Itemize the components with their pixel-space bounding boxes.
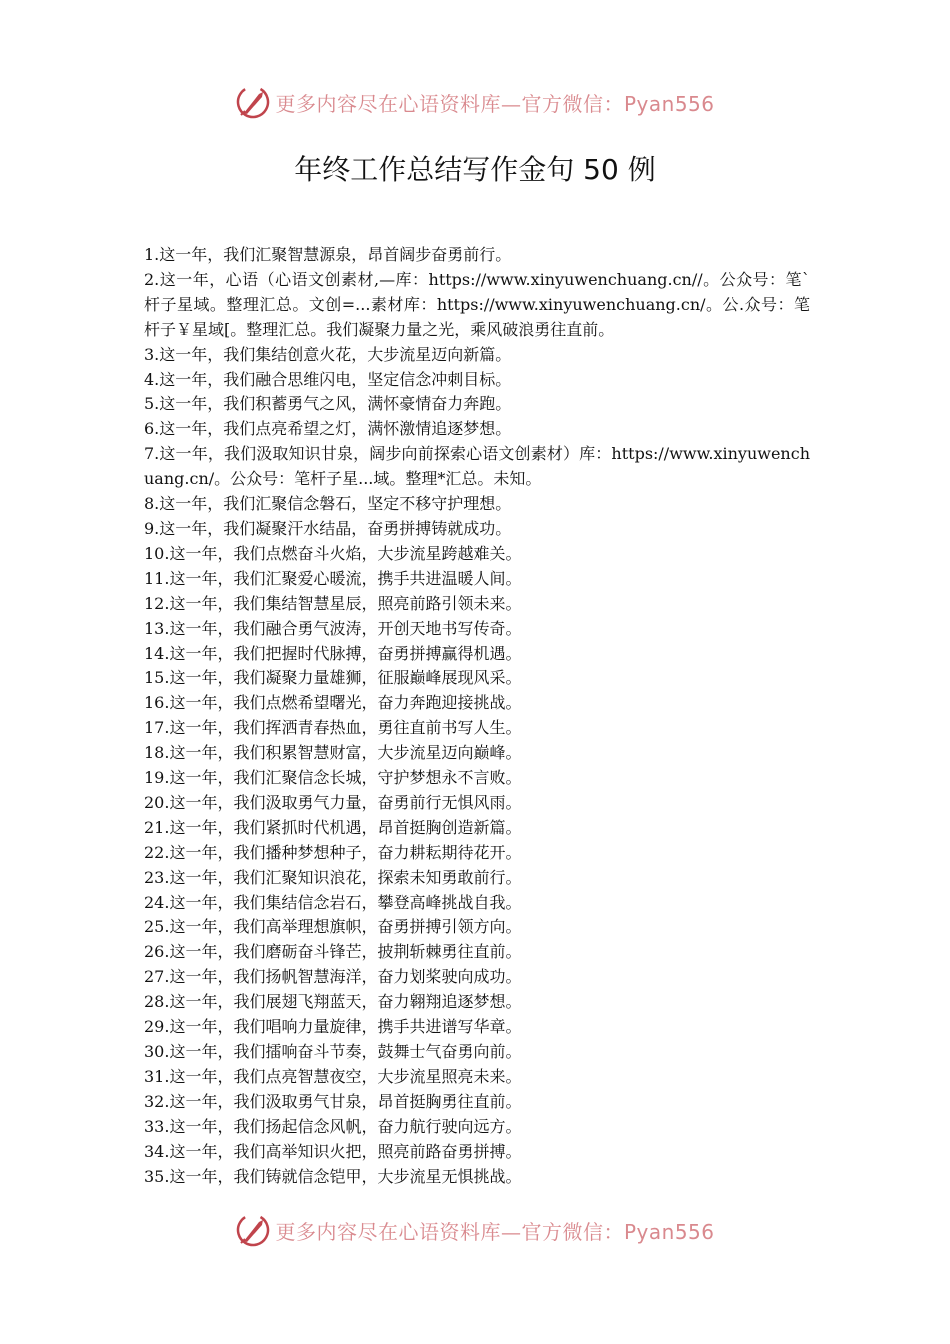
list-item: 5.这一年，我们积蓄勇气之风，满怀豪情奋力奔跑。	[144, 394, 512, 414]
list-item: 24.这一年，我们集结信念岩石，攀登高峰挑战自我。	[144, 892, 522, 912]
list-item: 26.这一年，我们磨砺奋斗锋芒，披荆斩棘勇往直前。	[144, 942, 522, 962]
footer-wechat-id: Pyan556	[623, 1219, 715, 1244]
page-title: 年终工作总结写作金句 50 例	[294, 153, 656, 186]
list-item: 3.这一年，我们集结创意火花，大步流星迈向新篇。	[144, 344, 512, 364]
list-item: 11.这一年，我们汇聚爱心暖流，携手共进温暖人间。	[144, 568, 522, 588]
quill-pen-logo-icon	[235, 84, 271, 120]
list-item: 7.这一年，我们汲取知识甘泉，阔步向前探索心语文创素材）库：https://www.xinyuwenchuang.cn/。公众号：笔杆子星...域。整理*汇总。未知。	[144, 444, 810, 489]
list-item: 19.这一年，我们汇聚信念长城，守护梦想永不言败。	[144, 768, 522, 788]
header-wechat-id: Pyan556	[623, 91, 715, 116]
list-item: 4.这一年，我们融合思维闪电，坚定信念冲刺目标。	[144, 369, 512, 389]
footer-banner-text: 更多内容尽在心语资料库—官方微信：Pyan556	[275, 1219, 715, 1244]
list-item: 29.这一年，我们唱响力量旋律，携手共进谱写华章。	[144, 1017, 522, 1037]
list-item: 23.这一年，我们汇聚知识浪花，探索未知勇敢前行。	[144, 867, 522, 887]
list-item: 34.这一年，我们高举知识火把，照亮前路奋勇拼搏。	[144, 1141, 522, 1161]
list-item: 15.这一年，我们凝聚力量雄狮，征服巅峰展现风采。	[144, 668, 522, 688]
list-item: 32.这一年，我们汲取勇气甘泉，昂首挺胸勇往直前。	[144, 1091, 522, 1111]
list-item: 35.这一年，我们铸就信念铠甲，大步流星无惧挑战。	[144, 1166, 522, 1186]
list-item: 14.这一年，我们把握时代脉搏，奋勇拼搏赢得机遇。	[144, 643, 522, 663]
footer-banner	[0, 1210, 950, 1250]
list-item: 8.这一年，我们汇聚信念磐石，坚定不移守护理想。	[144, 494, 512, 514]
quill-pen-logo-icon	[235, 1212, 271, 1248]
list-item: 18.这一年，我们积累智慧财富，大步流星迈向巅峰。	[144, 743, 522, 763]
list-item: 9.这一年，我们凝聚汗水结晶，奋勇拼搏铸就成功。	[144, 518, 512, 538]
list-item: 13.这一年，我们融合勇气波涛，开创天地书写传奇。	[144, 618, 522, 638]
list-item: 17.这一年，我们挥洒青春热血，勇往直前书写人生。	[144, 718, 522, 738]
list-item: 33.这一年，我们扬起信念风帆，奋力航行驶向远方。	[144, 1116, 522, 1136]
list-item: 16.这一年，我们点燃希望曙光，奋力奔跑迎接挑战。	[144, 693, 522, 713]
list-item: 22.这一年，我们播种梦想种子，奋力耕耘期待花开。	[144, 842, 522, 862]
list-item: 2.这一年，心语（心语文创素材,—库：https://www.xinyuwenchuang.cn//。公众号：笔`杆子星域。整理汇总。文创=...素材库：https://www.xinyuwenchuang.cn/。公.众号：笔杆子￥星域[。整理汇总。我们凝聚力量之光，乘风破浪勇往直前。	[144, 269, 810, 339]
list-item: 27.这一年，我们扬帆智慧海洋，奋力划桨驶向成功。	[144, 967, 522, 987]
list-item: 20.这一年，我们汲取勇气力量，奋勇前行无惧风雨。	[144, 792, 522, 812]
list-item: 6.这一年，我们点亮希望之灯，满怀激情追逐梦想。	[144, 419, 512, 439]
list-item: 1.这一年，我们汇聚智慧源泉，昂首阔步奋勇前行。	[144, 245, 512, 264]
quote-list	[144, 243, 810, 1189]
list-item: 30.这一年，我们擂响奋斗节奏，鼓舞士气奋勇向前。	[144, 1042, 522, 1061]
list-item: 10.这一年，我们点燃奋斗火焰，大步流星跨越难关。	[144, 543, 522, 563]
list-item: 21.这一年，我们紧抓时代机遇，昂首挺胸创造新篇。	[144, 817, 522, 837]
header-banner-text: 更多内容尽在心语资料库—官方微信：Pyan556	[275, 91, 715, 116]
list-item: 12.这一年，我们集结智慧星辰，照亮前路引领未来。	[144, 593, 522, 613]
header-banner	[0, 82, 950, 122]
list-item: 25.这一年，我们高举理想旗帜，奋勇拼搏引领方向。	[144, 917, 522, 937]
list-item: 31.这一年，我们点亮智慧夜空，大步流星照亮未来。	[144, 1066, 522, 1086]
list-item: 28.这一年，我们展翅飞翔蓝天，奋力翱翔追逐梦想。	[144, 992, 522, 1012]
